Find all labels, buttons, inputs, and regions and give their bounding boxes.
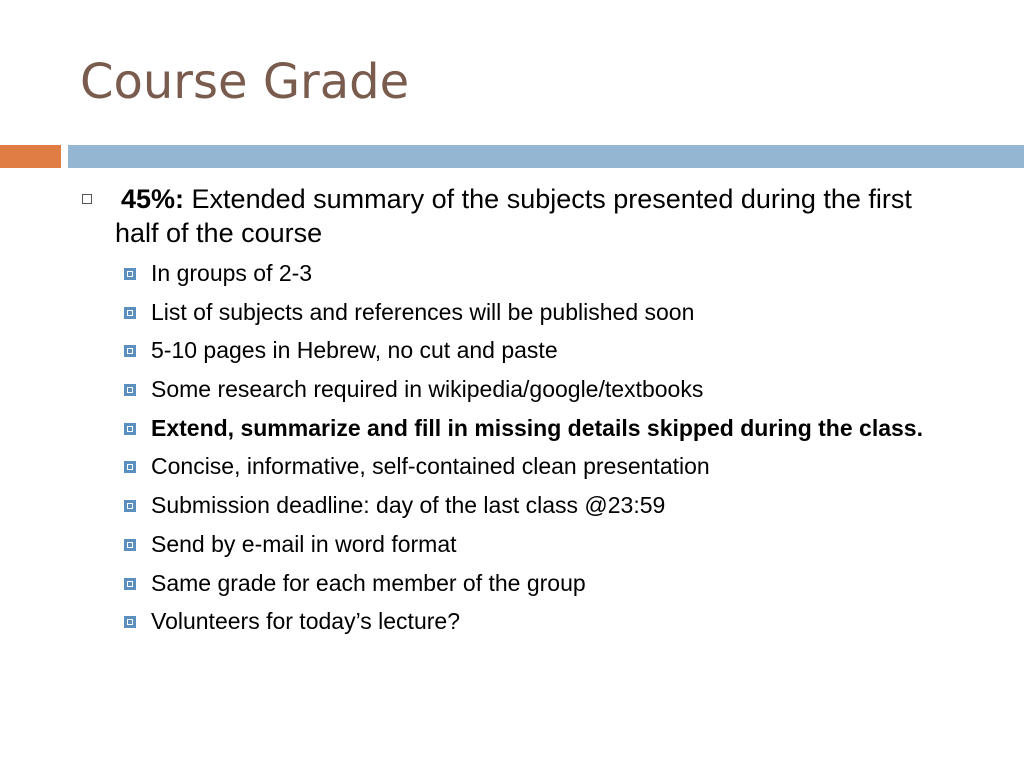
sub-bullet-text: Extend, summarize and fill in missing details skipped during the class. bbox=[151, 414, 923, 441]
square-bullet-icon bbox=[124, 345, 136, 357]
square-bullet-icon bbox=[124, 616, 136, 628]
square-bullet-icon bbox=[124, 384, 136, 396]
square-bullet-icon bbox=[124, 423, 136, 435]
open-square-bullet-icon bbox=[82, 194, 92, 204]
square-bullet-icon bbox=[124, 539, 136, 551]
sub-bullet-text: Send by e-mail in word format bbox=[151, 530, 457, 557]
square-bullet-icon bbox=[124, 578, 136, 590]
sub-bullet-text: In groups of 2-3 bbox=[151, 260, 313, 286]
accent-bar-orange bbox=[0, 145, 61, 168]
square-bullet-icon bbox=[124, 500, 136, 512]
main-bullet-text: Extended summary of the subjects presented during the first half of the course bbox=[115, 184, 912, 248]
slide-title: Course Grade bbox=[80, 54, 410, 110]
square-bullet-icon bbox=[124, 461, 136, 473]
main-bullet-point bbox=[80, 182, 950, 250]
sub-bullet-item bbox=[120, 529, 950, 559]
sub-bullet-item bbox=[120, 335, 950, 365]
sub-bullet-item bbox=[120, 490, 950, 520]
sub-bullet-item bbox=[120, 297, 950, 327]
sub-bullet-text: Submission deadline: day of the last class @23:59 bbox=[151, 492, 666, 519]
slide-content bbox=[80, 182, 950, 645]
sub-bullet-item bbox=[120, 413, 950, 443]
sub-bullet-text: Some research required in wikipedia/google/textbooks bbox=[151, 376, 704, 403]
sub-bullet-text: List of subjects and references will be published soon bbox=[151, 298, 695, 325]
sub-bullet-text: Volunteers for today’s lecture? bbox=[151, 608, 460, 635]
accent-bar-blue bbox=[68, 145, 1024, 168]
sub-bullet-item bbox=[120, 606, 950, 636]
sub-bullet-item bbox=[120, 374, 950, 404]
square-bullet-icon bbox=[124, 307, 136, 319]
sub-bullet-item bbox=[120, 568, 950, 598]
grade-percent: 45%: bbox=[121, 184, 185, 214]
sub-bullet-text: Concise, informative, self-contained clean presentation bbox=[151, 453, 710, 480]
square-bullet-icon bbox=[124, 268, 136, 280]
sub-bullet-list bbox=[80, 258, 950, 636]
sub-bullet-item bbox=[120, 258, 950, 288]
sub-bullet-text: Same grade for each member of the group bbox=[151, 569, 586, 596]
sub-bullet-text: 5-10 pages in Hebrew, no cut and paste bbox=[151, 337, 558, 364]
sub-bullet-item bbox=[120, 451, 950, 481]
